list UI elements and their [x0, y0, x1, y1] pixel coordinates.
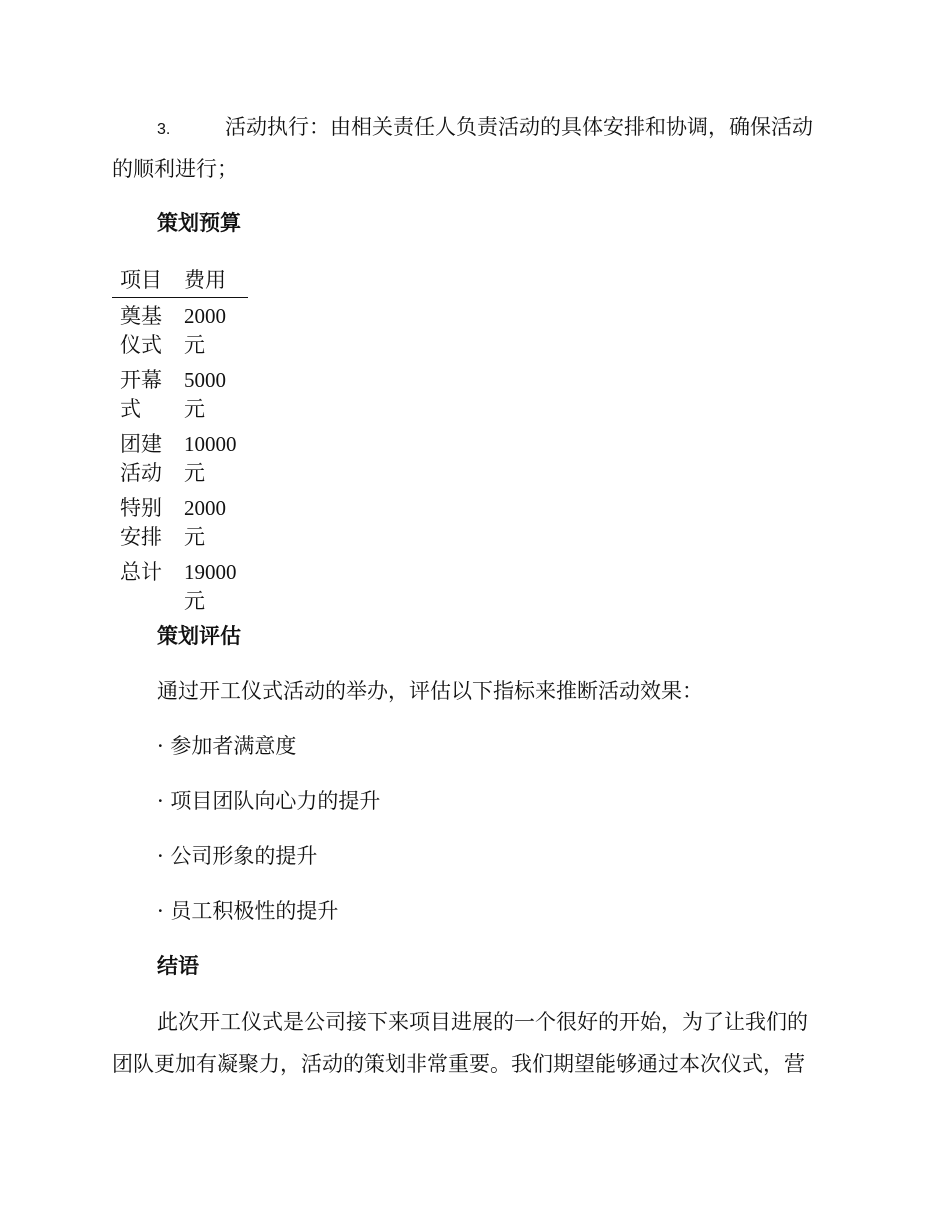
table-row: [112, 362, 248, 426]
list-item: · 员工积极性的提升: [157, 899, 339, 923]
cost-cell: [176, 490, 248, 554]
list-item: · 项目团队向心力的提升: [157, 789, 381, 813]
item-cell: [112, 554, 176, 618]
table-row: [112, 426, 248, 490]
cost-cell: [176, 426, 248, 490]
cost-cell: [176, 554, 248, 618]
cost-cell: [176, 362, 248, 426]
conclusion-line-1: 此次开工仪式是公司接下来项目进展的一个很好的开始，为了让我们的: [157, 1010, 808, 1034]
step-text-line-1: 活动执行：由相关责任人负责活动的具体安排和协调，确保活动: [225, 115, 813, 139]
conclusion-heading: 结语: [157, 953, 199, 978]
cost-unit: 元: [184, 397, 205, 421]
item-cell: [112, 298, 176, 363]
table-row: [112, 490, 248, 554]
cost-text: 10000: [184, 432, 237, 456]
cost-cell: [176, 298, 248, 363]
item-cell: [112, 426, 176, 490]
cost-text: 2000: [184, 304, 226, 328]
cost-unit: 元: [184, 461, 205, 485]
item-cell: [112, 490, 176, 554]
budget-heading: 策划预算: [157, 210, 241, 235]
item-text: 团建: [120, 432, 162, 456]
step-text-line-2: 的顺利进行；: [112, 157, 238, 181]
item-text: 仪式: [120, 333, 162, 357]
conclusion-line-2: 团队更加有凝聚力，活动的策划非常重要。我们期望能够通过本次仪式，营: [112, 1052, 805, 1076]
evaluation-intro: 通过开工仪式活动的举办，评估以下指标来推断活动效果：: [157, 679, 703, 703]
evaluation-heading: 策划评估: [157, 623, 241, 648]
column-header-item: 项目: [112, 265, 176, 298]
step-3-line: [157, 112, 813, 145]
list-item: · 参加者满意度: [157, 734, 297, 758]
cost-unit: 元: [184, 525, 205, 549]
item-cell: [112, 362, 176, 426]
table-header-row: [112, 265, 248, 298]
item-text: 奠基: [120, 304, 162, 328]
item-text: 活动: [120, 461, 162, 485]
item-text: 特别: [120, 496, 162, 520]
cost-unit: 元: [184, 589, 205, 613]
column-header-cost: 费用: [176, 265, 248, 298]
cost-text: 2000: [184, 496, 226, 520]
step-number: 3.: [157, 121, 171, 138]
cost-text: 5000: [184, 368, 226, 392]
item-text: 开幕: [120, 368, 162, 392]
cost-unit: 元: [184, 333, 205, 357]
item-text: 式: [120, 397, 141, 421]
item-text: 总计: [120, 560, 162, 584]
item-text: 安排: [120, 525, 162, 549]
list-item: · 公司形象的提升: [157, 844, 318, 868]
cost-text: 19000: [184, 560, 237, 584]
budget-table: [112, 265, 248, 618]
table-row: [112, 298, 248, 363]
table-row: [112, 554, 248, 618]
